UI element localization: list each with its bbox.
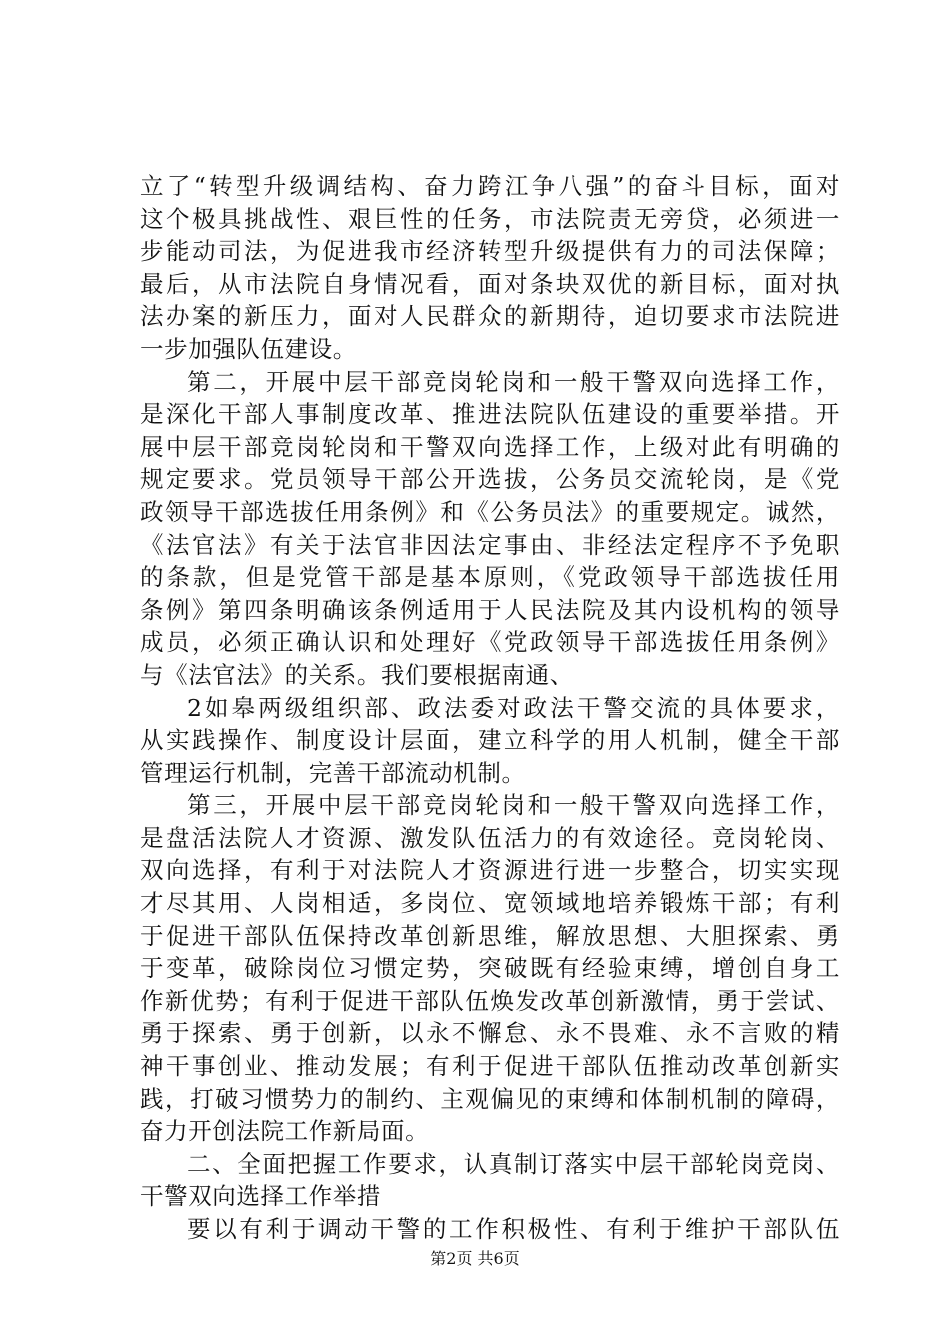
text-line: 政领导干部选拔任用条例》和《公务员法》的重要规定。诚然， <box>140 497 840 526</box>
text-line: 才尽其用、人岗相适，多岗位、宽领域地培养锻炼干部；有利 <box>140 889 840 918</box>
paragraph-first-line: 要以有利于调动干警的工作积极性、有利于维护干部队伍 <box>187 1215 840 1243</box>
text-line: 神干事创业、推动发展；有利于促进干部队伍推动改革创新实 <box>140 1052 840 1081</box>
text-line: 最后，从市法院自身情况看，面对条块双优的新目标，面对执 <box>140 269 840 298</box>
text-line: 立了“转型升级调结构、奋力跨江争八强”的奋斗目标，面对 <box>140 172 840 200</box>
text-line: 管理运行机制，完善干部流动机制。 <box>140 758 526 787</box>
text-line: 从实践操作、制度设计层面，建立科学的用人机制，健全干部 <box>140 726 840 755</box>
text-line: 步能动司法，为促进我市经济转型升级提供有力的司法保障； <box>140 237 840 266</box>
page-number-footer: 第2页 共6页 <box>430 1249 520 1268</box>
text-line: 的条款，但是党管干部是基本原则，《党政领导干部选拔任用 <box>140 563 840 592</box>
text-line: 双向选择，有利于对法院人才资源进行进一步整合，切实实现 <box>140 856 840 885</box>
paragraph-first-line: 2如皋两级组织部、政法委对政法干警交流的具体要求， <box>187 693 840 722</box>
section-heading-line: 二、全面把握工作要求，认真制订落实中层干部轮岗竞岗、 <box>187 1149 840 1178</box>
text-line: 是盘活法院人才资源、激发队伍活力的有效途径。竞岗轮岗、 <box>140 823 840 852</box>
text-line: 作新优势；有利于促进干部队伍焕发改革创新激情，勇于尝试、 <box>140 986 840 1015</box>
text-line: 展中层干部竞岗轮岗和干警双向选择工作，上级对此有明确的 <box>140 432 840 461</box>
paragraph-first-line: 第二，开展中层干部竞岗轮岗和一般干警双向选择工作， <box>187 367 840 396</box>
text-line: 条例》第四条明确该条例适用于人民法院及其内设机构的领导 <box>140 595 840 624</box>
text-line: 奋力开创法院工作新局面。 <box>140 1117 430 1146</box>
document-body <box>140 170 840 1246</box>
text-line: 《法官法》有关于法官非因法定事由、非经法定程序不予免职 <box>140 530 840 559</box>
text-line: 规定要求。党员领导干部公开选拔，公务员交流轮岗，是《党 <box>140 465 840 494</box>
text-line: 是深化干部人事制度改革、推进法院队伍建设的重要举措。开 <box>140 400 840 429</box>
paragraph-first-line: 第三，开展中层干部竞岗轮岗和一般干警双向选择工作， <box>187 791 840 820</box>
text-line: 一步加强队伍建设。 <box>140 334 357 363</box>
section-heading-line: 干警双向选择工作举措 <box>140 1182 381 1211</box>
text-line: 成员，必须正确认识和处理好《党政领导干部选拔任用条例》 <box>140 628 840 657</box>
text-line: 践，打破习惯势力的制约、主观偏见的束缚和体制机制的障碍， <box>140 1084 840 1113</box>
text-line: 勇于探索、勇于创新，以永不懈怠、永不畏难、永不言败的精 <box>140 1019 840 1048</box>
text-line: 与《法官法》的关系。我们要根据南通、 <box>140 660 574 689</box>
text-line: 于变革，破除岗位习惯定势，突破既有经验束缚，增创自身工 <box>140 954 840 983</box>
text-line: 于促进干部队伍保持改革创新思维，解放思想、大胆探索、勇 <box>140 921 840 950</box>
text-line: 这个极具挑战性、艰巨性的任务，市法院责无旁贷，必须进一 <box>140 204 840 233</box>
text-line: 法办案的新压力，面对人民群众的新期待，迫切要求市法院进 <box>140 302 840 331</box>
